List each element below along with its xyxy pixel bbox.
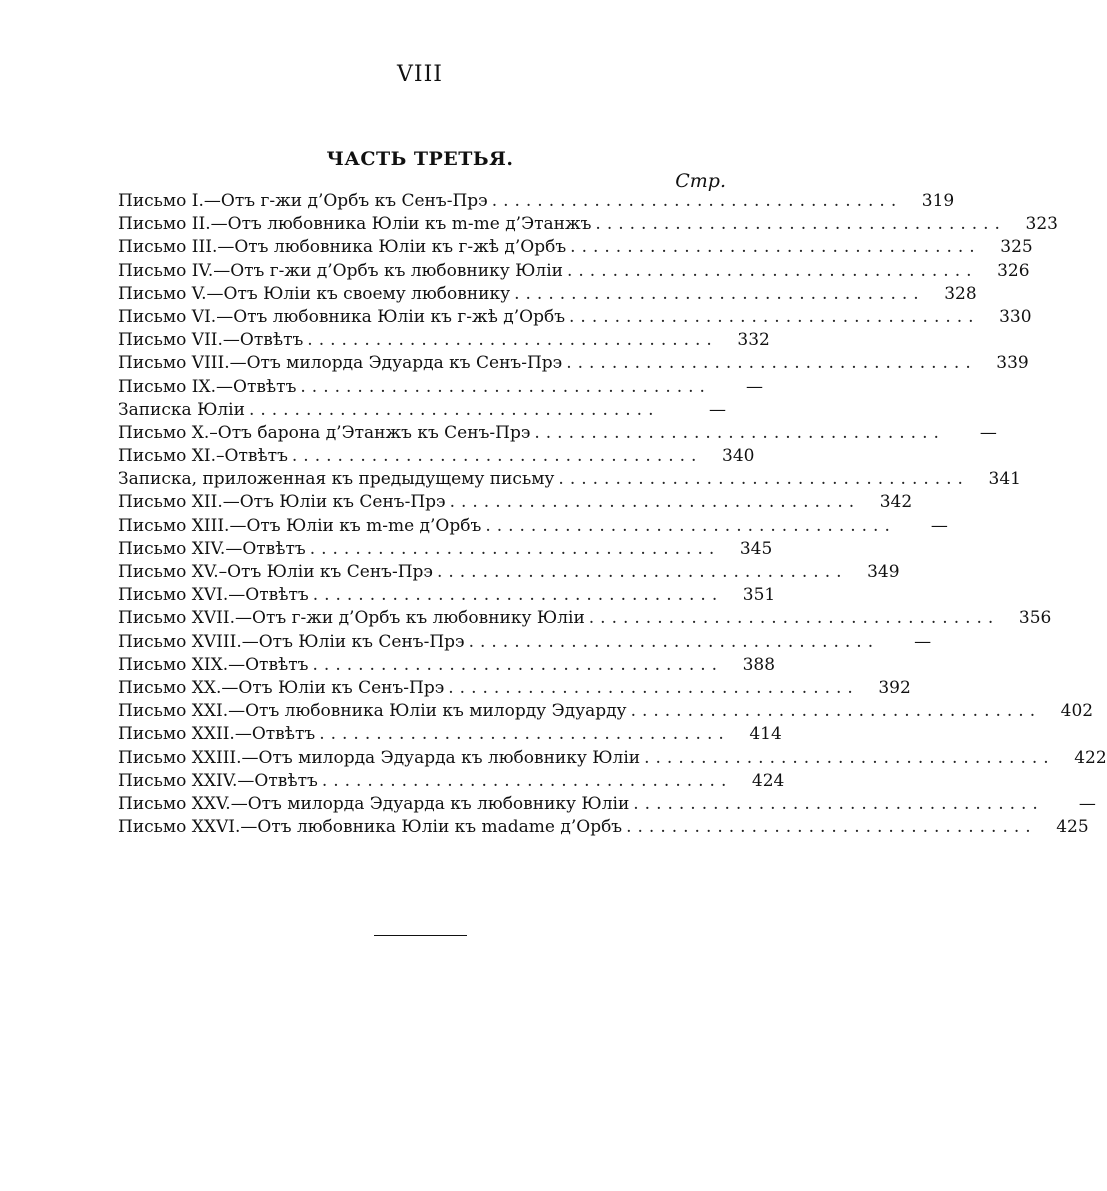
toc-entry xyxy=(118,816,1089,839)
dot-leader: .................................... xyxy=(633,793,1044,814)
toc-entry-page: 328 xyxy=(944,283,977,304)
toc-entry xyxy=(118,747,1107,770)
toc-entry-title: Письмо XV.–Отъ Юліи къ Сенъ-Прэ xyxy=(118,562,433,582)
toc-entry xyxy=(118,399,726,422)
toc-entry-title: Письмо XVIII.—Отъ Юліи къ Сенъ-Прэ xyxy=(118,631,465,652)
dot-leader: .................................... xyxy=(566,353,977,374)
dot-leader: .................................... xyxy=(558,469,969,490)
toc-entry xyxy=(118,213,1058,236)
toc-entry-page: 392 xyxy=(878,677,911,698)
toc-entry xyxy=(118,491,913,514)
section-title: ЧАСТЬ ТРЕТЬЯ. xyxy=(326,148,514,170)
toc-entry-title: Письмо XXVI.—Отъ любовника Юліи къ madame д’Орбъ xyxy=(118,817,623,838)
dot-leader: .................................... xyxy=(588,608,1000,629)
toc-entry-title: Письмо XX.—Отъ Юліи къ Сенъ-Прэ xyxy=(118,677,445,698)
toc-entry-title: Письмо XVI.—Отвѣтъ xyxy=(118,585,309,606)
toc-entry xyxy=(118,631,932,654)
toc-entry-title: Письмо I.—Отъ г-жи д’Орбъ къ Сенъ-Прэ xyxy=(118,191,488,211)
toc-entry-page: 341 xyxy=(988,469,1021,490)
dot-leader: .................................... xyxy=(309,538,721,559)
toc-entry-title: Письмо XXV.—Отъ милорда Эдуарда къ любовнику Юліи xyxy=(118,793,630,814)
dot-leader: .................................... xyxy=(468,631,880,652)
toc-entry-page: — xyxy=(914,631,932,652)
dot-leader: .................................... xyxy=(300,376,711,397)
toc-entry-page: — xyxy=(745,376,763,397)
toc-entry-title: Письмо XXI.—Отъ любовника Юліи къ милорду Эдуарду xyxy=(118,701,627,722)
toc-entry-title: Письмо XXII.—Отвѣтъ xyxy=(118,724,316,745)
toc-entry-page: 414 xyxy=(749,724,782,745)
toc-entry xyxy=(118,793,1096,816)
toc-entry-title: Письмо XIII.—Отъ Юліи къ m-me д’Орбъ xyxy=(118,515,482,536)
toc-entry xyxy=(118,584,776,607)
toc-entry xyxy=(118,607,1052,630)
dot-leader: .................................... xyxy=(626,817,1037,838)
dot-leader: .................................... xyxy=(321,770,733,791)
toc-entry xyxy=(118,561,900,584)
toc-entry-title: Письмо XI.–Отвѣтъ xyxy=(118,446,288,467)
dot-leader: .................................... xyxy=(448,677,859,698)
toc-entry-page: — xyxy=(709,399,726,420)
dot-leader: .................................... xyxy=(570,237,981,258)
toc-entry xyxy=(118,445,755,468)
toc-entry xyxy=(118,329,770,352)
dot-leader: .................................... xyxy=(436,562,848,582)
toc-entry-page: — xyxy=(1078,793,1096,814)
toc-entry-page: 345 xyxy=(739,538,773,559)
toc-entry-page: 422 xyxy=(1074,747,1107,768)
toc-entry xyxy=(118,770,785,793)
page-number: VIII xyxy=(397,62,443,87)
dot-leader: .................................... xyxy=(319,724,730,745)
toc-entry-page: 388 xyxy=(742,654,776,675)
toc-entry-title: Письмо XXIII.—Отъ милорда Эдуарда къ любовнику Юліи xyxy=(118,747,641,768)
toc-entry-page: 402 xyxy=(1060,701,1094,722)
dot-leader: .................................... xyxy=(291,446,703,467)
toc-entry xyxy=(118,700,1094,723)
toc-entry xyxy=(118,352,1029,375)
toc-entry-title: Письмо IV.—Отъ г-жи д’Орбъ къ любовнику Юліи xyxy=(118,260,563,281)
toc-entry xyxy=(118,468,1021,491)
toc-entry xyxy=(118,376,763,399)
toc-entry-title: Письмо VI.—Отъ любовника Юліи къ г-жѣ д’Орбъ xyxy=(118,306,566,327)
toc-entry-title: Письмо VII.—Отвѣтъ xyxy=(118,330,304,351)
table-of-contents xyxy=(118,190,1107,839)
dot-leader: .................................... xyxy=(449,492,861,513)
toc-entry xyxy=(118,283,977,306)
toc-entry-page: 319 xyxy=(921,191,955,211)
toc-entry-page: 339 xyxy=(996,353,1029,374)
toc-entry-page: 332 xyxy=(737,330,770,351)
toc-entry-page: 351 xyxy=(742,585,776,606)
toc-entry-page: 330 xyxy=(999,306,1032,327)
toc-entry-page: 425 xyxy=(1056,817,1089,838)
dot-leader: .................................... xyxy=(534,422,945,443)
toc-entry xyxy=(118,723,782,746)
toc-entry-page: 356 xyxy=(1018,608,1052,629)
toc-entry-title: Письмо V.—Отъ Юліи къ своему любовнику xyxy=(118,283,511,304)
dot-leader: .................................... xyxy=(312,654,724,675)
toc-entry-title: Письмо XIX.—Отвѣтъ xyxy=(118,654,309,675)
toc-entry xyxy=(118,260,1030,283)
toc-entry-title: Письмо X.–Отъ барона д’Этанжъ къ Сенъ-Прэ xyxy=(118,422,531,443)
toc-entry-title: Письмо IX.—Отвѣтъ xyxy=(118,376,297,397)
toc-entry-title: Письмо XXIV.—Отвѣтъ xyxy=(118,770,318,791)
page-column-header: Стр. xyxy=(675,170,726,192)
toc-entry-title: Письмо VIII.—Отъ милорда Эдуарда къ Сенъ-Прэ xyxy=(118,353,563,374)
toc-entry-title: Письмо XVII.—Отъ г-жи д’Орбъ къ любовнику Юліи xyxy=(118,608,585,629)
toc-entry-title: Письмо II.—Отъ любовника Юліи къ m-me д’Этанжъ xyxy=(118,214,592,235)
toc-entry-page: 424 xyxy=(751,770,785,791)
toc-entry-title: Письмо XIV.—Отвѣтъ xyxy=(118,538,306,559)
dot-leader: .................................... xyxy=(644,747,1055,768)
dot-leader: .................................... xyxy=(312,585,724,606)
toc-entry-title: Письмо III.—Отъ любовника Юліи къ г-жѣ д’Орбъ xyxy=(118,237,567,258)
toc-entry xyxy=(118,538,773,561)
toc-entry xyxy=(118,306,1032,329)
toc-entry xyxy=(118,190,955,213)
toc-entry-title: Записка Юліи xyxy=(118,399,245,420)
dot-leader: .................................... xyxy=(569,306,980,327)
toc-entry-page: — xyxy=(930,515,948,536)
toc-entry-page: 326 xyxy=(997,260,1030,281)
toc-entry-page: 325 xyxy=(1000,237,1033,258)
dot-leader: .................................... xyxy=(514,283,925,304)
dot-leader: .................................... xyxy=(491,191,903,211)
toc-entry xyxy=(118,422,997,445)
toc-entry-title: Письмо XII.—Отъ Юліи къ Сенъ-Прэ xyxy=(118,492,446,513)
dot-leader: .................................... xyxy=(307,330,718,351)
toc-entry xyxy=(118,654,776,677)
toc-entry-page: 349 xyxy=(867,562,900,582)
dot-leader: .................................... xyxy=(630,701,1042,722)
dot-leader: .................................... xyxy=(485,515,896,536)
toc-entry xyxy=(118,677,911,700)
dot-leader: .................................... xyxy=(248,399,660,420)
closing-rule xyxy=(374,935,467,936)
toc-entry xyxy=(118,515,948,538)
dot-leader: .................................... xyxy=(595,214,1006,235)
toc-entry-page: — xyxy=(979,422,997,443)
toc-entry-page: 340 xyxy=(722,446,755,467)
dot-leader: .................................... xyxy=(566,260,978,281)
toc-entry-title: Записка, приложенная къ предыдущему письму xyxy=(118,469,555,490)
toc-entry-page: 342 xyxy=(879,492,913,513)
toc-entry xyxy=(118,236,1033,259)
toc-entry-page: 323 xyxy=(1025,214,1058,235)
